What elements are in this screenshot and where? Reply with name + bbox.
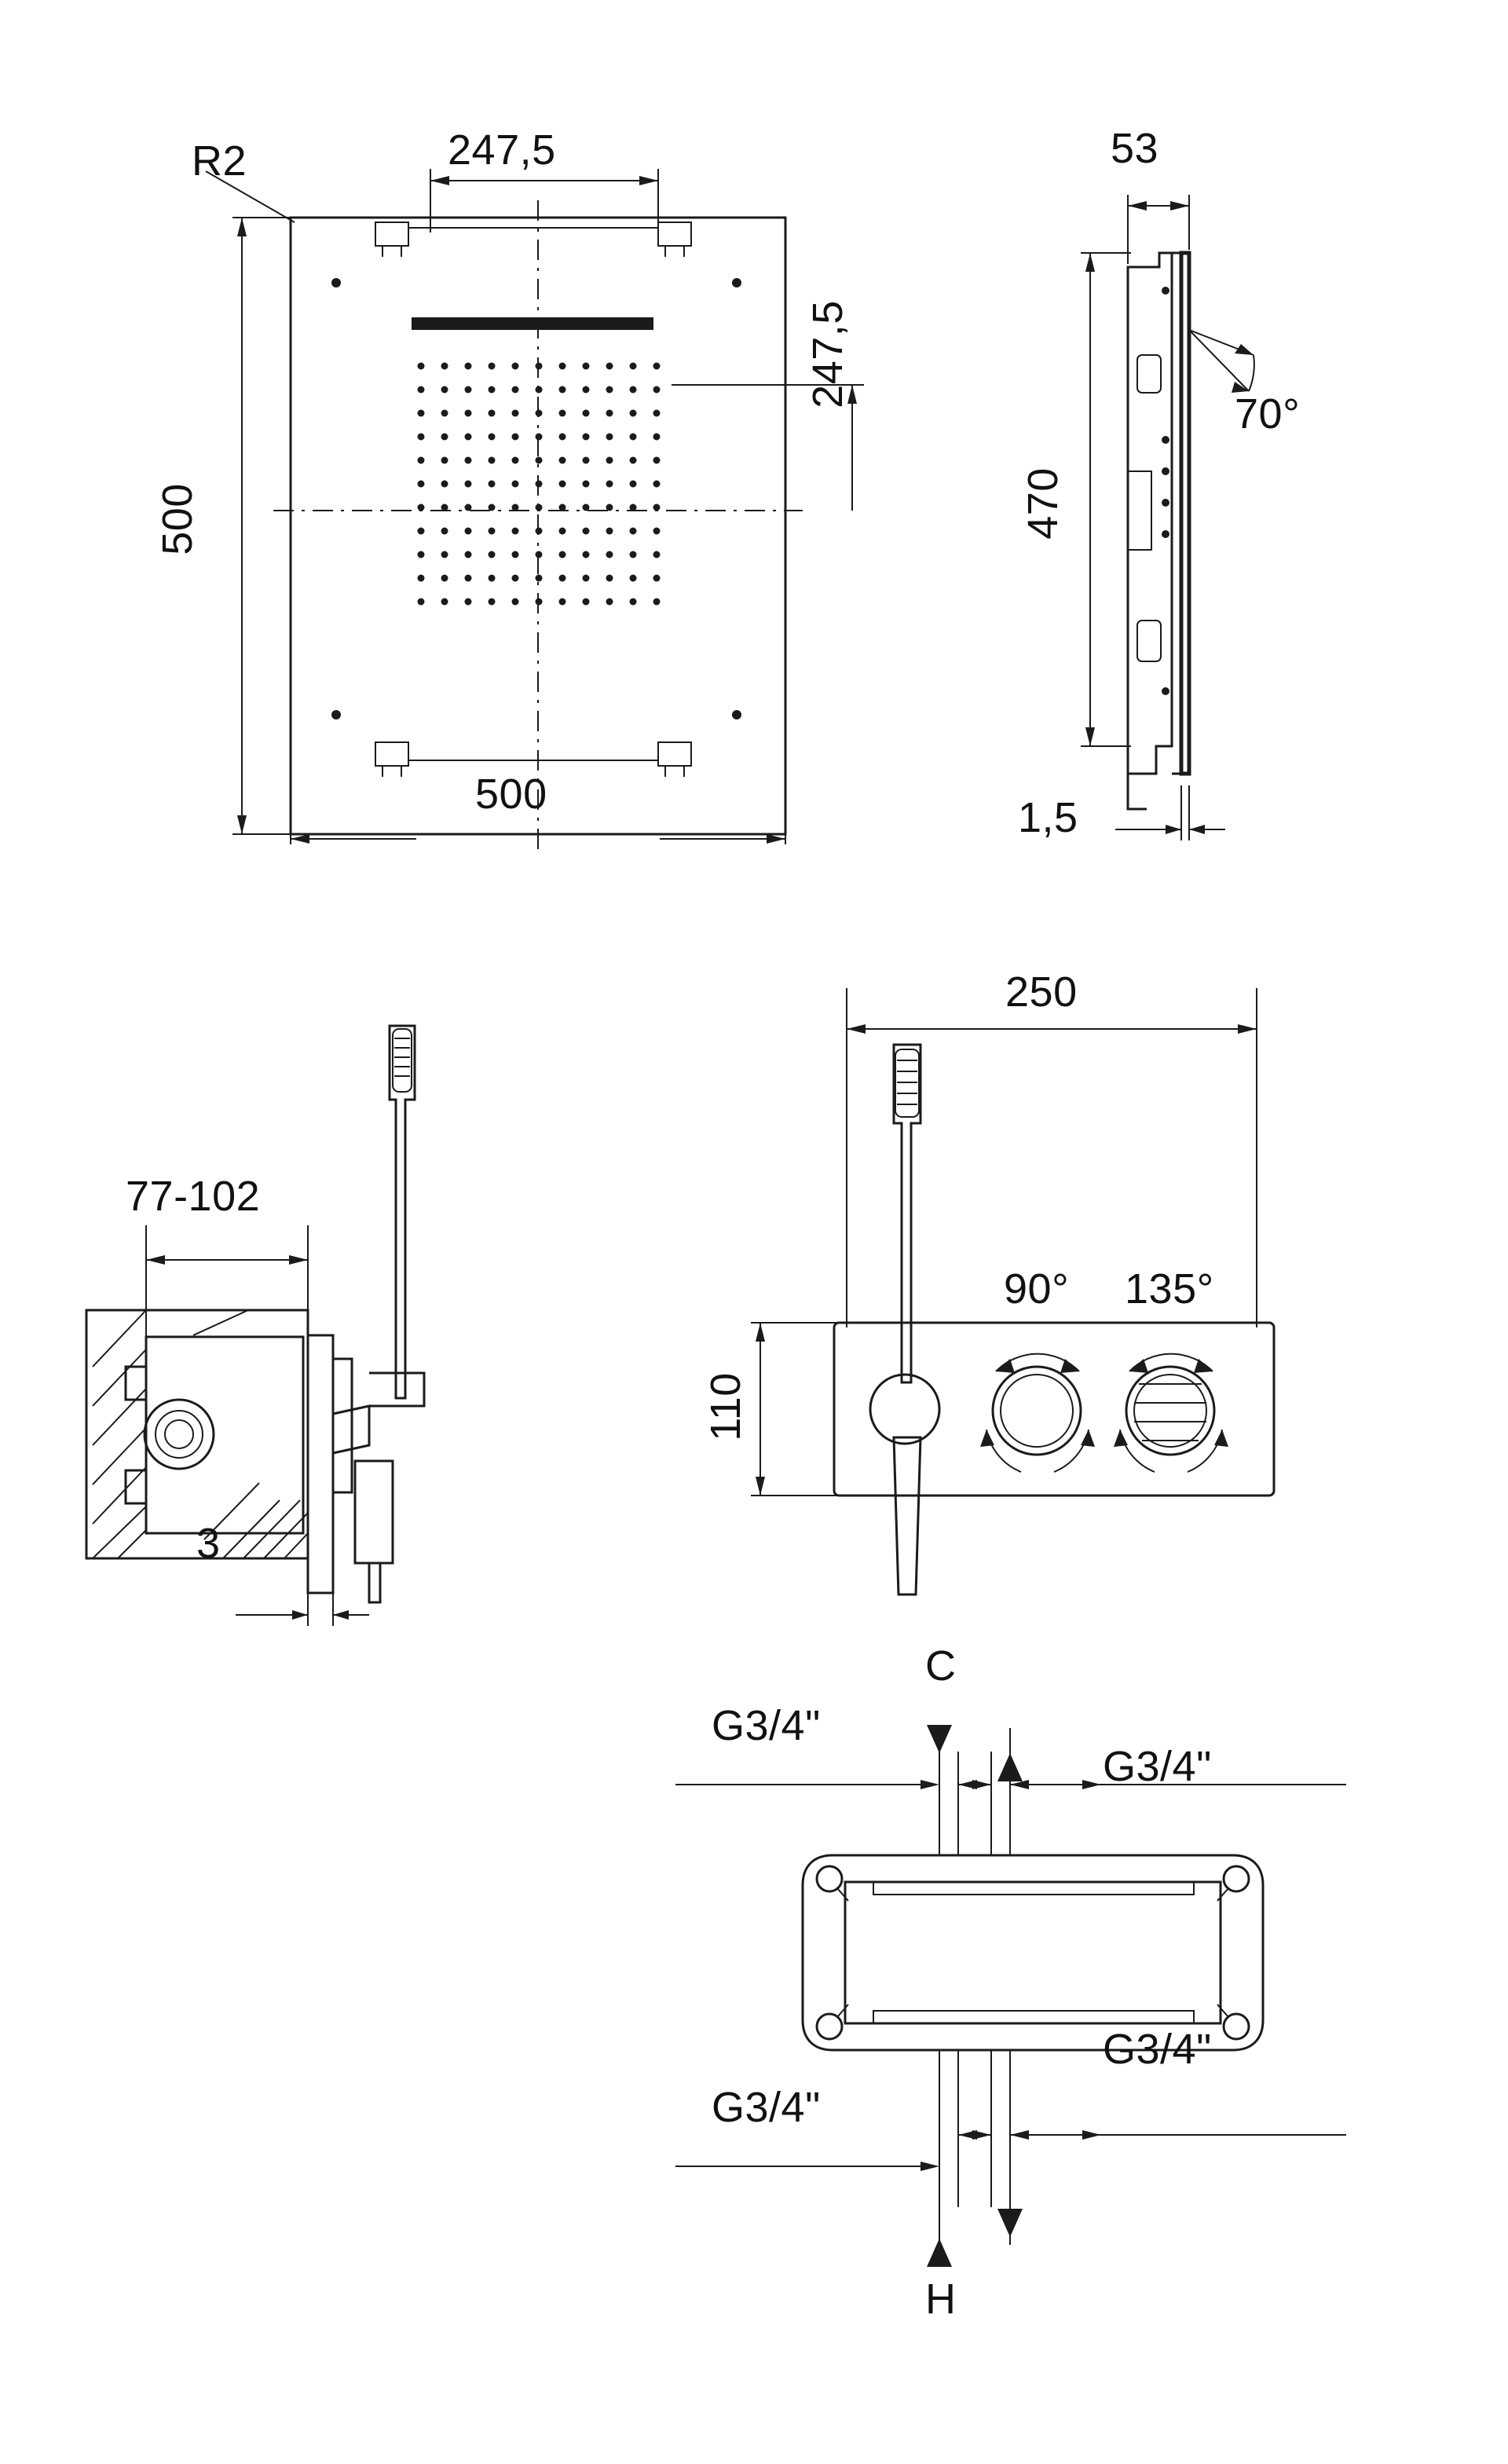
label-top-width-2475: 247,5	[448, 126, 556, 174]
label-handle-angle-90: 90°	[1004, 1265, 1070, 1313]
rough-in-body-geometry	[675, 1725, 1346, 2267]
label-port-top-right-g34: G3/4"	[1103, 1743, 1212, 1790]
label-thickness-15: 1,5	[1018, 794, 1078, 841]
label-port-bottom-left-g34: G3/4"	[712, 2084, 821, 2131]
label-plate-width-250: 250	[1005, 968, 1078, 1016]
wall-section-mixer-geometry	[86, 1026, 424, 1626]
label-left-height-500: 500	[153, 483, 201, 555]
label-protrusion-3: 3	[196, 1520, 221, 1567]
label-bottom-width-500: 500	[475, 771, 547, 818]
front-ceiling-shower-geometry	[206, 169, 864, 852]
label-hot-inlet-h: H	[925, 2275, 957, 2323]
label-handle-angle-135: 135°	[1125, 1265, 1214, 1313]
label-height-470: 470	[1019, 467, 1067, 540]
label-r2: R2	[192, 137, 247, 185]
label-angle-70: 70°	[1235, 390, 1301, 438]
label-embed-depth-77-102: 77-102	[126, 1173, 261, 1220]
label-cold-inlet-c: C	[925, 1642, 957, 1690]
label-depth-53: 53	[1111, 125, 1159, 172]
label-right-height-2475: 247,5	[803, 300, 851, 408]
label-port-bottom-right-g34: G3/4"	[1103, 2026, 1212, 2073]
label-port-top-left-g34: G3/4"	[712, 1702, 821, 1749]
label-plate-height-110: 110	[701, 1372, 749, 1441]
side-ceiling-shower-geometry	[1081, 195, 1254, 840]
